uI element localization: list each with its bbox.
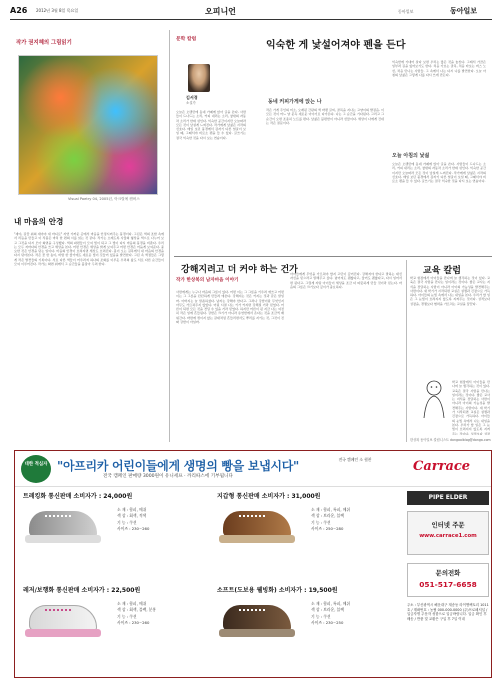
columnist-photo bbox=[188, 64, 210, 92]
internet-order-box bbox=[407, 511, 489, 555]
advertisement bbox=[14, 450, 492, 678]
product-title: 지갑형 통신판매 소비자가 : 31,000원 bbox=[217, 493, 321, 500]
ad-badge: 대한 적십자 bbox=[21, 455, 51, 483]
issue-date: 2012년 3월 8일 목요일 bbox=[36, 8, 79, 13]
product-specs: 소 재 : 합피, 메쉬 색 상 : 회색, 블랙, 분홍 기 능 : 쿠션 사이즈 : 230~260 bbox=[117, 601, 157, 626]
main-article-col2: 작은 가게 주인의 미소, 오래된 간판의 색 바랜 글씨, 골목을 지나는 고양이의 발걸음. 이 모든 것이 어느 날 문득 새로운 이야기로 다가온다. 나는 그 순간을 기다린다. 그리고 그 순간이 오면 조용히 노트를 편다. 낯섦은 불편함이 아니라 선물이다. 세상이 나에게 건네는 작은 질문이다. bbox=[266, 108, 384, 125]
column3-body-side: 학교 현장에서 아이들을 만나며 늘 생각하는 것이 있다. 교육은 결국 사람을 만나는 일이라는 것이다. 좋은 교사는 지식을 전달하는 사람이 아니라 아이의 가능성을 발견해주는 사람이다. 새 학기가 시작되면 교실은 설렘과 긴장으로 가득하다. 아이들의 눈빛 속에서 나는 내일을 본다. 우리가 할 일은 그 눈빛이 흐려지지 않도록 지켜주는 것이다. 성적보다 성장 bbox=[452, 380, 490, 435]
main-subhead-2: 오늘 아침의 낯섦 bbox=[392, 153, 430, 159]
ad-brand-logo: Carrace bbox=[413, 459, 471, 474]
product-card bbox=[215, 585, 405, 677]
column2-tag: 작가 한상복의 남자마음 이야기 bbox=[176, 278, 239, 283]
page-number: A26 bbox=[10, 6, 28, 15]
column2-headline: 강해지려고 더 커야 하는 건가 bbox=[181, 265, 298, 275]
column2-body: 사람에게는 누구나 마음의 그릇이 있다. 어떤 이는 그 그릇을 키우려 애쓰고 어떤 이는 그 그릇을 단단하게 만들려 애쓴다. 강해지는 것은 커지는 것과 같은 말일까. 아버지는 늘 말씀하셨다. 남자는 강해야 한다고. 그러나 강함이란 무엇인지 아무도 가르쳐주지 않았다. 어린 시절 나는 키가 커지면 강해질 거라 믿었다. 어른이 되면 모든 것을 견딜 수 있을 거라 믿었다. 하지만 어른이 된 지금 나는 여전히 작은 일에 흔들린다. 강함은 크기가 아니라 유연함에서 온다는 것을 조금씩 배워간다. 바람에 꺾이지 않는 갈대처럼 흔들리면서도 뿌리를 지키는 것, 그것이 진짜 강함이 아닐까. bbox=[176, 290, 284, 325]
order-url[interactable]: www.carrace1.com bbox=[419, 533, 477, 539]
section-divider bbox=[174, 256, 492, 257]
columnist-name: 김서경 bbox=[186, 95, 198, 100]
product-card bbox=[215, 491, 405, 583]
ad-banner bbox=[15, 451, 491, 487]
shoe-image bbox=[217, 505, 297, 549]
product-card bbox=[21, 585, 211, 677]
product-title: 트레킹화 통신판매 소비자가 : 24,000원 bbox=[23, 493, 133, 500]
product-card bbox=[21, 491, 211, 583]
site-label: 동아일보 bbox=[398, 9, 414, 14]
product-title: 소프트(도보용 웰빙화) 소비자가 : 19,500원 bbox=[217, 587, 338, 594]
shoe-image bbox=[23, 505, 103, 549]
column-divider bbox=[169, 30, 170, 442]
main-article-col3: 익숙함에 기대어 살다 보면 우리는 많은 것을 놓친다. 그래서 가끔은 일부러 길을 잃어보기도 한다. 처음 가보는 골목, 처음 타보는 버스 노선, 처음 만나는 사람들. 그 속에서 나는 다시 나를 발견한다. 오늘 아침의 낯섦은 그렇게 나를 다시 쓰게 만든다. bbox=[392, 60, 486, 77]
section-title: 오피니언 bbox=[205, 7, 236, 16]
product-specs: 소 재 : 합피, 특피, 메쉬 색 상 : 브라운, 블랙 기 능 : 쿠션 사이즈 : 250~280 bbox=[311, 507, 351, 532]
shoe-image bbox=[23, 599, 103, 643]
main-article-col1: 오늘은 오랜만에 동네 카페에 앉아 글을 쓴다. 사람들이 드나드는 소리, 커피 내리는 소리, 창밖의 자동차 소리가 한데 섞인다. 익숙한 공간이지만 오늘따라 모든 것이 낯설게 느껴진다. 작가에게 낯섦은 시작의 신호다. 매일 보던 풍경에서 갑자기 다른 얼굴이 보일 때, 그때서야 비로소 펜을 들 수 있다. 글쓰기는 결국 익숙한 것을 다시 보는 연습이다. bbox=[176, 110, 246, 140]
product-specs: 소 재 : 합피, 특피, 메쉬 색 상 : 브라운, 블랙 기 능 : 쿠션 사이즈 : 230~250 bbox=[311, 601, 351, 626]
order-info: 주소 : 부산광역시 해운대구 재송동 라이엔팩토리 1011호 / 계좌번호 : 농협 000-000-0000 (주)프로페셔널 / 입금자명 주문자 성함으로 입금바랍니다. 입금 확인 후 배송 / 반품 및 교환은 구입 후 7일 이내 bbox=[407, 603, 489, 621]
column3-body: 학교 현장에서 아이들을 만나며 늘 생각하는 것이 있다. 교육은 결국 사람을 만나는 일이라는 것이다. 좋은 교사는 지식을 전달하는 사람이 아니라 아이의 가능성을 발견해주는 사람이다. 새 학기가 시작되면 교실은 설렘과 긴장으로 가득하다. 아이들의 눈빛 속에서 나는 내일을 본다. 우리가 할 일은 그 눈빛이 흐려지지 않도록 지켜주는 것이다. 성적보다 성장을, 경쟁보다 협력을 가르치는 교실을 꿈꾼다. bbox=[410, 276, 490, 306]
columnist-role: 소설가 bbox=[186, 101, 196, 105]
phone-number: 051-517-6658 bbox=[419, 580, 477, 589]
art-column-title: 작가 권지혜의 그림읽기 bbox=[16, 40, 72, 46]
shoe-image bbox=[217, 599, 297, 643]
main-subhead: 동네 커피가게에 앉는 나 bbox=[268, 99, 322, 105]
columnist-email: 한상복 동아일보 칼럼니스트 dongaolblog@donga.com bbox=[410, 438, 491, 442]
columnist-illustration bbox=[418, 378, 450, 420]
phone-box bbox=[407, 563, 489, 597]
artwork-caption: Visual Poetry 04, 2005년, 아크릴에 캔버스 bbox=[68, 197, 140, 201]
pipe-elder-logo: PIPE ELDER bbox=[407, 491, 489, 505]
ad-headline: "아프리카 어린이들에게 생명의 빵을 보냅시다" bbox=[57, 459, 299, 473]
main-headline: 익숙한 게 낯설어져야 펜을 든다 bbox=[266, 40, 406, 51]
ad-help-text: 전국 캠페인 소 협찬 bbox=[338, 457, 372, 462]
column-divider-2 bbox=[406, 260, 407, 442]
ad-order-panel bbox=[407, 491, 489, 671]
left-article-body: "새야, 갈꽃 위의 새야야 새 마디로" 자연 가까운 곳에서 마음을 안정시켜주는 풍경이다. 그림은 색의 조합 속에서 리듬을 만들고 이 작품은 마치 한 편의 시를 읽는 것 같다. 작가는 오래도록 사물의 형상을 색으로 나누어 보고 그것을 다시 모아 화면을 구성했다. 색의 파편들이 모여 빛이 되고 그 빛이 다시 마음의 풍경을 비춘다. 우리는 모두 저마다의 안경을 쓰고 세상을 본다. 어떤 안경은 세상을 밝게 보여주고 어떤 안경은 어둡게 보여준다. 중요한 것은 안경을 닦는 일이다. 마음의 안경이 흐려지면 세상도 흐려진다. 봄이 오는 길목에서 내 마음의 안경을 다시 닦아본다. 작은 꽃 한 송이, 바람 한 줄기에도 새로운 빛이 깃들어 있음을 발견한다. 그림 속 색점들은 그렇게 작은 발견들의 기록이다. 서로 다른 색들이 어우러져 하나의 조화를 이루듯 우리의 삶도 서로 다른 순간들이 모여 이루어진다. 작가는 화면 위에서 그 순간들을 붙잡아 두려 한다. bbox=[14, 232, 164, 267]
ad-subline: 전국 캠페인 판매량 3000원이 유니세프 · 까리따스에 기부됩니다 bbox=[103, 474, 233, 479]
main-article-col4: 오늘은 오랜만에 동네 카페에 앉아 글을 쓴다. 사람들이 드나드는 소리, 커피 내리는 소리, 창밖의 자동차 소리가 한데 섞인다. 익숙한 공간이지만 오늘따라 모든 것이 낯설게 느껴진다. 작가에게 낯섦은 시작의 신호다. 매일 보던 풍경에서 갑자기 다른 얼굴이 보일 때, 그때서야 비로소 펜을 들 수 있다. 글쓰기는 결국 익숙한 것을 다시 보는 연습이다. bbox=[392, 162, 486, 184]
newspaper-logo: 동아일보 bbox=[450, 7, 478, 15]
page-header bbox=[10, 6, 492, 20]
product-specs: 소 재 : 합피, 메쉬 색 상 : 회색, 적색 기 능 : 쿠션 사이즈 : 230~260 bbox=[117, 507, 150, 532]
product-title: 레저/보행화 통신판매 소비자가 : 22,500원 bbox=[23, 587, 141, 594]
phone-label: 문의전화 bbox=[435, 569, 461, 577]
columnist-tag: 문학 칼럼 bbox=[176, 37, 197, 42]
column3-headline: 교육 칼럼 bbox=[423, 266, 461, 276]
artwork-image bbox=[18, 55, 158, 195]
order-label: 인터넷 주문 bbox=[431, 521, 465, 529]
left-headline: 내 마음의 안경 bbox=[14, 217, 64, 226]
column2-body-2: 아이들에게 무엇을 가르쳐야 할지 고민이 깊어진다. 강해져야 한다고 말하는 대신 자신을 믿으라고 말해주고 싶다. 넘어져도 괜찮다고, 울어도 괜찮다고, 다시 일어서면 된다고. 그렇게 자란 아이들이 세상을 조금 더 따뜻하게 만들 것이라 믿는다. 마음의 그릇은 크기보다 깊이가 중요하다. bbox=[290, 272, 402, 289]
